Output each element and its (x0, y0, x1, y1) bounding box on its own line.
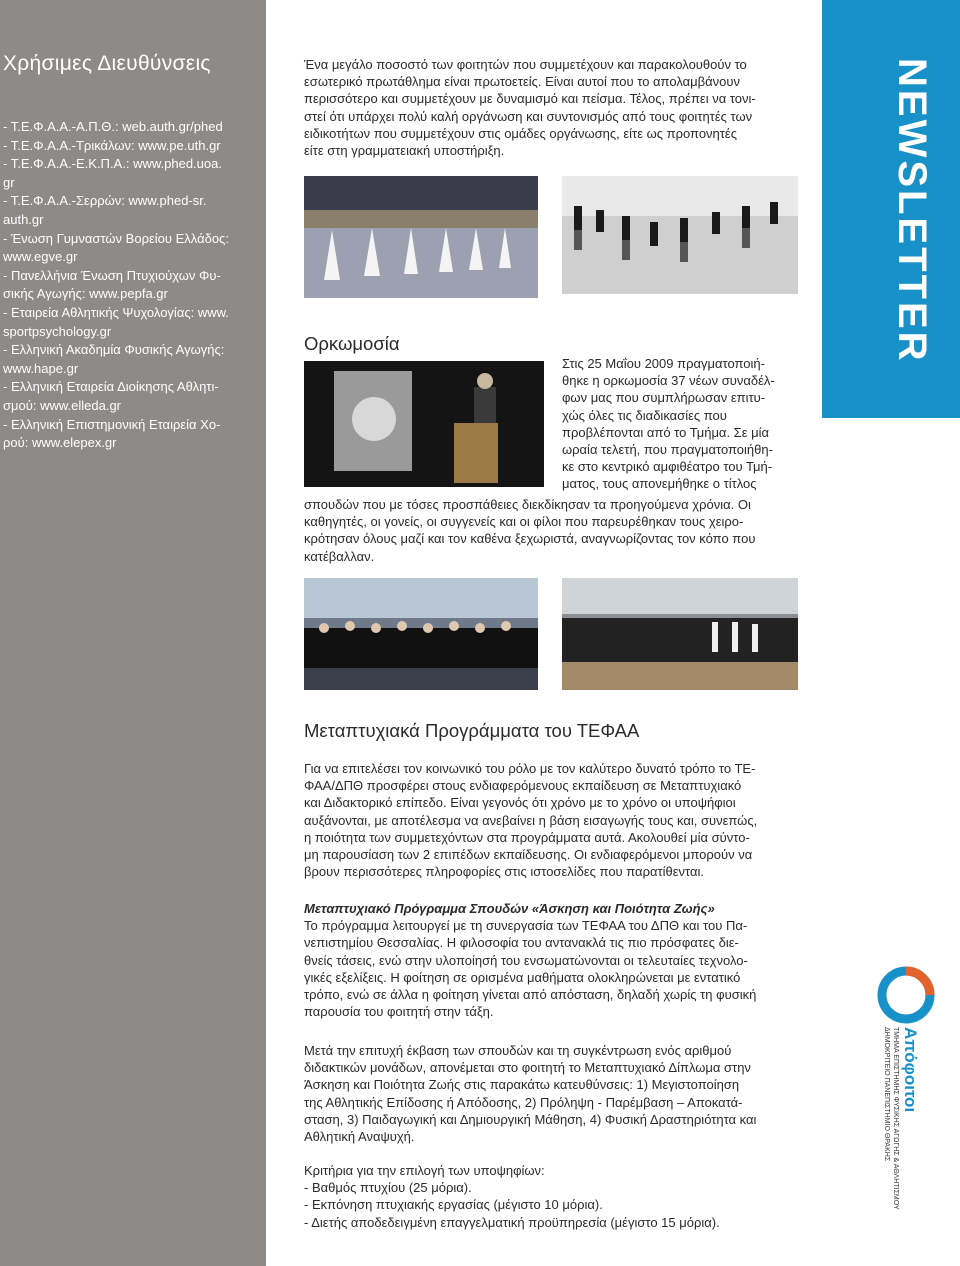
newsletter-title-wrap (834, 58, 954, 364)
text-line: μη παρουσίαση των 2 επιπέδων εκπαίδευσης. Οι ενδιαφερόμενοι μπορούν να (304, 847, 753, 863)
text-line: στεί ότι υπάρχει πολύ καλή οργάνωση και συντονισμός από τους φοιτητές των (304, 108, 753, 124)
link-line[interactable]: σμού: www.elleda.gr (3, 397, 122, 413)
text-line: περισσότερο και συμμετέχουν με δυναμισμό και πείσμα. Τέλος, πρέπει να τονι- (304, 91, 756, 107)
link-line[interactable]: - Ένωση Γυμναστών Βορείου Ελλάδος: (3, 230, 229, 246)
logo-title: Απόφοιτοι (901, 1027, 920, 1113)
photo-dancers-white (304, 176, 538, 298)
alumni-logo (860, 965, 920, 1210)
link-line[interactable]: - Τ.Ε.Φ.Α.Α.-Ε.Κ.Π.Α.: www.phed.uoa. (3, 156, 222, 172)
link-line[interactable]: - Ελληνική Ακαδημία Φυσικής Αγωγής: (3, 342, 225, 358)
text-line: χώς όλες τις διαδικασίες που (562, 407, 727, 423)
text-line: νεπιστημίου Θεσσαλίας. Η φιλοσοφία του αντανακλά τις πιο πρόσφατες διε- (304, 935, 739, 951)
photo-graduates-hall (562, 578, 798, 690)
text-line: θηκε η ορκωμοσία 37 νέων συναδέλ- (562, 373, 775, 389)
criteria-item: - Εκπόνηση πτυχιακής εργασίας (μέγιστο 10 μόρια). (304, 1197, 603, 1213)
sidebar-title: Χρήσιμες Διευθύνσεις (3, 52, 211, 75)
text-line: τρόπο, ενώ σε άλλα η φοίτηση γίνεται από απόσταση, δηλαδή χωρίς τη φυσική (304, 987, 757, 1003)
link-line[interactable]: sportpsychology.gr (3, 323, 112, 339)
text-line: της Αθλητικής Επίδοσης ή Απόδοσης, 2) Πρόληψη - Παρέμβαση – Αποκατά- (304, 1094, 743, 1110)
link-line[interactable]: - Ελληνική Επιστημονική Εταιρεία Χο- (3, 416, 221, 432)
text-line: είτε στη γραμματειακή υποστήριξη. (304, 143, 505, 159)
oath-paragraph-wrapped (562, 355, 798, 493)
oath-paragraph-full (304, 496, 798, 565)
criteria-item: - Βαθμός πτυχίου (25 μόρια). (304, 1180, 472, 1196)
text-line: κρότησαν όλους μαζί και τον καθένα ξεχωριστά, αναγνωρίζοντας τον κόπο που (304, 531, 756, 547)
logo-subtitle-2: ΔΗΜΟΚΡΙΤΕΙΟ ΠΑΝΕΠΙΣΤΗΜΙΟ ΘΡΑΚΗΣ (883, 1027, 890, 1162)
link-line[interactable]: ρού: www.elepex.gr (3, 435, 117, 451)
useful-links-list (3, 118, 251, 453)
logo-text-block (882, 1027, 920, 1210)
link-line[interactable]: - Πανελλήνια Ένωση Πτυχιούχων Φυ- (3, 267, 221, 283)
link-line[interactable]: www.hape.gr (3, 360, 79, 376)
criteria-list (304, 1162, 798, 1231)
text-line: ωραία τελετή, που πραγματοποιήθη- (562, 442, 773, 458)
link-line[interactable]: - Τ.Ε.Φ.Α.Α.-Σερρών: www.phed-sr. (3, 193, 207, 209)
text-line: καθηγητές, οι γονείς, οι συγγενείς και οι φίλοι που παρευρέθηκαν τους χειρο- (304, 514, 744, 530)
link-line[interactable]: - Ελληνική Εταιρεία Διοίκησης Αθλητι- (3, 379, 219, 395)
text-line: Ένα μεγάλο ποσοστό των φοιτητών που συμμετέχουν και παρακολουθούν το (304, 57, 747, 72)
postgrad-paragraph-3 (304, 1042, 798, 1145)
text-line: η ποιότητα των συμμετεχόντων στα προγράμματα αυτά. Ακολουθεί μία σύντο- (304, 829, 750, 845)
logo-subtitle-1: ΤΜΗΜΑ ΕΠΙΣΤΗΜΗΣ ΦΥΣΙΚΗΣ ΑΓΩΓΗΣ & ΑΘΛΗΤΙΣΜΟΥ (892, 1027, 899, 1210)
text-line: διδακτικών μονάδων, απονέμεται στο φοιτητή το Μεταπτυχιακό Δίπλωμα στην (304, 1060, 751, 1076)
text-line: Το πρόγραμμα λειτουργεί με τη συνεργασία των ΤΕΦΑΑ του ΔΠΘ και του Πα- (304, 918, 748, 934)
intro-paragraph (304, 56, 798, 159)
text-line: φων μας που συμπλήρωσαν επιτυ- (562, 390, 766, 406)
oath-heading: Ορκωμοσία (304, 333, 400, 354)
text-line: κατέβαλλαν. (304, 548, 375, 564)
text-line: ΦΑΑ/ΔΠΘ προσφέρει στους ενδιαφερόμενους εκπαίδευση σε Μεταπτυχιακό (304, 778, 742, 794)
text-line: παρουσία του φοιτητή στην τάξη. (304, 1004, 494, 1020)
text-line: σταση, 3) Παιδαγωγική και Δημιουργική Μάθηση, 4) Φυσική Δραστηριότητα και (304, 1111, 757, 1127)
link-line[interactable]: www.egve.gr (3, 249, 78, 265)
text-line: Αθλητική Αναψυχή. (304, 1129, 415, 1145)
postgrad-heading: Μεταπτυχιακά Προγράμματα του ΤΕΦΑΑ (304, 720, 640, 741)
text-line: Για να επιτελέσει τον κοινωνικό του ρόλο με τον καλύτερο δυνατό τρόπο το ΤΕ- (304, 761, 756, 776)
link-line[interactable]: gr (3, 174, 15, 190)
criteria-heading: Κριτήρια για την επιλογή των υποψηφίων: (304, 1163, 545, 1178)
postgrad-paragraph-1 (304, 760, 798, 880)
text-line: ειδικοτήτων που συμμετέχουν στις ομάδες οργάνωσης, είτε ως προπονητές (304, 125, 737, 141)
text-line: θνείς τάσεις, ενώ στην υλοποίησή του ενσωματώνονται οι τελευταίες τεχνολο- (304, 952, 748, 968)
text-line: εσωτερικό πρωτάθλημα είναι πρωτοετείς. Είναι αυτοί που το απολαμβάνουν (304, 74, 740, 90)
text-line: σπουδών που με τόσες προσπάθειες διεκδίκησαν τα προηγούμενα χρόνια. Οι (304, 497, 751, 512)
text-line: βρουν περισσότερες πληροφορίες στις ιστοσελίδες που παρατίθενται. (304, 864, 704, 880)
text-line: γικές εξελίξεις. Η φοίτηση σε ορισμένα μαθήματα ολοκληρώνεται με εντατικό (304, 969, 741, 985)
sidebar (0, 0, 266, 1266)
criteria-item: - Διετής αποδεδειγμένη επαγγελματική προϋπηρεσία (μέγιστο 15 μόρια). (304, 1214, 720, 1230)
link-line[interactable]: auth.gr (3, 211, 44, 227)
link-line[interactable]: σικής Αγωγής: www.pepfa.gr (3, 286, 168, 302)
program-section (304, 900, 798, 1020)
text-line: και Διδακτορικό επίπεδο. Είναι γεγονός ότι χρόνο με το χρόνο οι υποψήφιοι (304, 795, 736, 811)
link-line[interactable]: - Τ.Ε.Φ.Α.Α.-Τρικάλων: www.pe.uth.gr (3, 137, 221, 153)
link-line[interactable]: - Εταιρεία Αθλητικής Ψυχολογίας: www. (3, 304, 229, 320)
text-line: Μετά την επιτυχή έκβαση των σπουδών και τη συγκέντρωση ενός αριθμού (304, 1043, 732, 1058)
text-line: Στις 25 Μαΐου 2009 πραγματοποιή- (562, 356, 765, 371)
link-line[interactable]: - Τ.Ε.Φ.Α.Α.-Α.Π.Θ.: web.auth.gr/phed (3, 119, 223, 134)
text-line: προβλέπονται από το Τμήμα. Σε μία (562, 424, 770, 440)
text-line: αυξάνονται, με αποτέλεσμα να ανεβαίνει η βάση εισαγωγής τους και, συνεπώς, (304, 812, 758, 828)
text-line: ματος, τους απονεμήθηκε ο τίτλος (562, 476, 757, 492)
text-line: Άσκηση και Ποιότητα Ζωής στις παρακάτω κατευθύνσεις: 1) Μεγιστοποίηση (304, 1077, 740, 1093)
newsletter-title: NEWSLETTER (890, 58, 934, 364)
photo-graduates-group (304, 578, 538, 690)
text-line: κε στο κεντρικό αμφιθέατρο του Τμή- (562, 459, 773, 475)
photo-oath-ceremony (304, 361, 544, 487)
photo-dancers-black (562, 176, 798, 294)
program-title: Μεταπτυχιακό Πρόγραμμα Σπουδών «Άσκηση και Ποιότητα Ζωής» (304, 901, 715, 916)
logo-mark-icon (876, 965, 936, 1025)
